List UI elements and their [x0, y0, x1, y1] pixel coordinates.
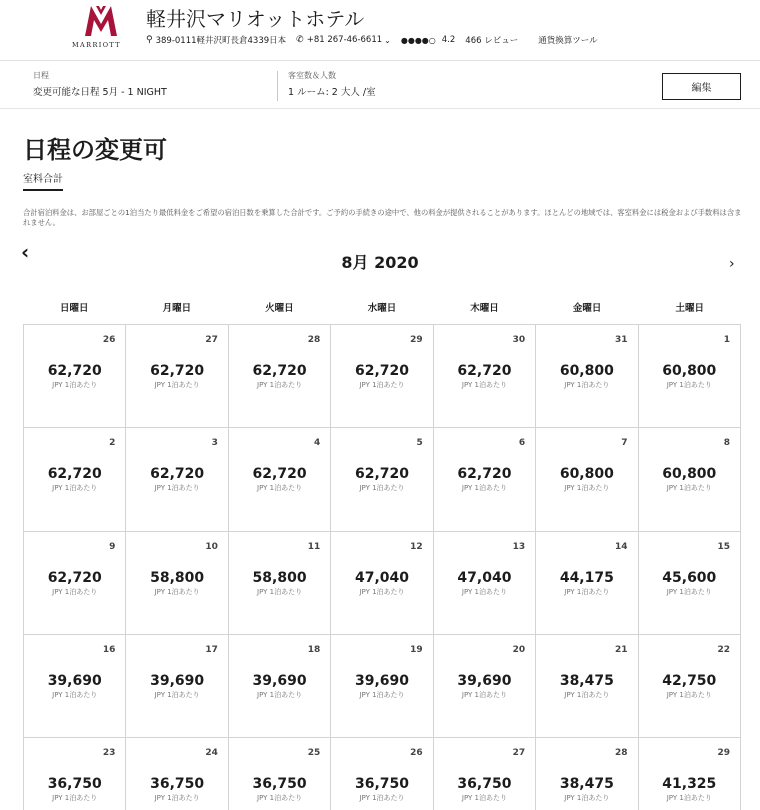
nightly-price: 62,720 [354, 363, 409, 379]
price-unit-label: JPY 1泊あたり [52, 690, 98, 699]
nightly-price: 62,720 [457, 363, 512, 379]
price-unit-label: JPY 1泊あたり [52, 794, 98, 803]
calendar-day-cell[interactable] [639, 325, 741, 428]
nightly-price: 58,800 [252, 569, 307, 586]
dates-value: 変更可能な日程 5月 - 1 NIGHT [33, 87, 167, 98]
price-unit-label: JPY 1泊あたり [257, 587, 303, 596]
calendar-day-cell[interactable] [536, 325, 638, 428]
calendar-day-cell[interactable] [434, 738, 536, 810]
day-number: 20 [512, 644, 526, 655]
location-pin-icon: ⚲ [146, 35, 153, 45]
calendar-day-cell[interactable] [126, 738, 228, 810]
price-unit-label: JPY 1泊あたり [359, 690, 405, 699]
price-unit-label: JPY 1泊あたり [564, 587, 610, 596]
price-unit-label: JPY 1泊あたり [461, 381, 507, 389]
calendar-day-cell[interactable] [126, 532, 228, 635]
nightly-price: 62,720 [47, 363, 102, 379]
nightly-price: 36,750 [47, 776, 102, 793]
price-unit-label: JPY 1泊あたり [154, 381, 200, 389]
nightly-price: 62,720 [252, 363, 307, 379]
day-number: 9 [109, 541, 116, 552]
price-unit-label: JPY 1泊あたり [461, 484, 507, 493]
price-unit-label: JPY 1泊あたり [257, 690, 303, 699]
nightly-price: 62,720 [150, 363, 205, 379]
phone-icon: ✆ [296, 35, 304, 45]
weekday-header [23, 300, 741, 314]
guests-value: 1 ルーム: 2 大人 /室 [288, 87, 376, 98]
day-number: 5 [416, 438, 423, 449]
pricing-disclaimer: 合計宿泊料金は、お部屋ごとの1泊当たり最低料金をご希望の宿泊日数を乗算した合計です。ご予約の手続きの途中で、他の料金が提供されることがあります。ほとんどの地域では、客室料金には税金および手数料は含まれません。 [23, 208, 742, 227]
calendar-day-cell[interactable] [229, 325, 331, 428]
calendar-month-title: 8月 2020 [341, 253, 419, 272]
nightly-price: 47,040 [354, 569, 409, 586]
price-unit-label: JPY 1泊あたり [564, 794, 610, 803]
nightly-price: 44,175 [559, 569, 614, 586]
nightly-price: 60,800 [559, 466, 614, 483]
price-unit-label: JPY 1泊あたり [461, 587, 507, 596]
calendar-day-cell[interactable] [434, 532, 536, 635]
calendar-day-cell[interactable] [331, 738, 433, 810]
day-number: 10 [205, 541, 218, 552]
nightly-price: 58,800 [150, 569, 205, 586]
calendar-day-cell[interactable] [639, 532, 741, 635]
nightly-price: 36,750 [150, 776, 205, 793]
calendar-day-cell[interactable] [229, 635, 331, 738]
day-number: 28 [615, 748, 628, 759]
nightly-price: 39,690 [354, 672, 409, 689]
calendar-day-cell[interactable] [536, 738, 638, 810]
nightly-price: 62,720 [354, 466, 409, 483]
day-number: 29 [717, 748, 730, 759]
nightly-price: 62,720 [47, 466, 102, 483]
calendar-day-cell[interactable] [24, 532, 126, 635]
day-number: 13 [512, 541, 526, 552]
nightly-price: 36,750 [457, 776, 512, 793]
calendar-day-cell[interactable] [126, 635, 228, 738]
day-number: 18 [307, 644, 321, 655]
nightly-price: 39,690 [252, 672, 307, 689]
review-count-link[interactable]: 466 レビュー [465, 36, 519, 46]
guests-summary[interactable] [288, 70, 376, 98]
calendar-day-cell[interactable] [229, 532, 331, 635]
calendar-day-cell[interactable] [536, 635, 638, 738]
price-unit-label: JPY 1泊あたり [257, 794, 303, 803]
day-number: 19 [410, 644, 423, 655]
hotel-phone[interactable]: +81 267-46-6611 [306, 35, 383, 45]
hotel-header [0, 0, 760, 60]
calendar-day-cell[interactable] [331, 428, 433, 531]
day-number: 6 [518, 438, 526, 449]
price-unit-label: JPY 1泊あたり [359, 484, 405, 493]
price-unit-label: JPY 1泊あたり [359, 794, 405, 803]
calendar-day-cell[interactable] [24, 738, 126, 810]
nightly-price: 39,690 [150, 672, 205, 689]
nightly-price: 62,720 [47, 569, 102, 586]
nightly-price: 38,475 [559, 776, 614, 793]
price-unit-label: JPY 1泊あたり [666, 794, 712, 803]
nightly-price: 60,800 [662, 466, 717, 483]
nightly-price: 60,800 [662, 363, 717, 379]
weekday-label: 土曜日 [675, 303, 704, 314]
price-unit-label: JPY 1泊あたり [564, 690, 610, 699]
weekday-label: 日曜日 [60, 303, 89, 314]
weekday-label: 月曜日 [162, 303, 192, 314]
price-unit-label: JPY 1泊あたり [154, 794, 200, 803]
nightly-price: 41,325 [662, 776, 717, 793]
day-number: 16 [102, 644, 116, 655]
price-unit-label: JPY 1泊あたり [52, 381, 98, 389]
day-number: 26 [102, 335, 116, 345]
price-unit-label: JPY 1泊あたり [461, 794, 507, 803]
nightly-price: 36,750 [354, 776, 409, 793]
calendar-day-cell[interactable] [229, 738, 331, 810]
day-number: 27 [205, 335, 218, 345]
day-number: 23 [102, 748, 116, 759]
guests-label: 客室数＆人数 [288, 71, 336, 80]
nightly-price: 36,750 [252, 776, 307, 793]
day-number: 14 [615, 541, 628, 552]
rating-dots: ●●●●○ [400, 35, 436, 45]
calendar-day-cell[interactable] [639, 428, 741, 531]
calendar-day-cell[interactable] [536, 428, 638, 531]
search-divider [0, 108, 760, 109]
day-number: 8 [723, 438, 730, 449]
nightly-price: 38,475 [559, 672, 614, 689]
currency-converter-link[interactable]: 通貨換算ツール [538, 36, 598, 46]
day-number: 1 [723, 335, 730, 345]
day-number: 22 [717, 644, 730, 655]
day-number: 12 [410, 541, 423, 552]
day-number: 24 [205, 748, 218, 759]
day-number: 28 [307, 335, 321, 345]
calendar-day-cell[interactable] [639, 738, 741, 810]
price-unit-label: JPY 1泊あたり [564, 484, 610, 493]
tab-total-room-rate[interactable]: 室料合計 [23, 170, 63, 191]
nightly-price: 39,690 [457, 672, 512, 689]
price-unit-label: JPY 1泊あたり [154, 484, 200, 493]
day-number: 25 [307, 748, 321, 759]
price-unit-label: JPY 1泊あたり [666, 381, 712, 389]
price-unit-label: JPY 1泊あたり [461, 690, 507, 699]
weekday-label: 木曜日 [470, 303, 499, 314]
day-number: 3 [211, 438, 218, 449]
calendar-day-cell[interactable] [24, 325, 126, 428]
price-unit-label: JPY 1泊あたり [564, 381, 610, 389]
day-number: 30 [512, 335, 526, 345]
chevron-down-icon[interactable]: ⌄ [384, 35, 391, 45]
hotel-meta [146, 34, 598, 46]
calendar-day-cell[interactable] [126, 325, 228, 428]
price-unit-label: JPY 1泊あたり [666, 690, 712, 699]
search-summary-bar [0, 61, 760, 108]
day-number: 7 [621, 438, 628, 449]
day-number: 4 [314, 438, 321, 449]
calendar-day-cell[interactable] [434, 635, 536, 738]
day-number: 27 [512, 748, 526, 759]
dates-label: 日程 [33, 71, 49, 80]
calendar-day-cell[interactable] [229, 428, 331, 531]
day-number: 2 [109, 438, 116, 449]
calendar-day-cell[interactable] [24, 635, 126, 738]
nightly-price: 62,720 [252, 466, 307, 483]
edit-button[interactable]: 編集 [662, 73, 741, 100]
weekday-label: 金曜日 [572, 303, 602, 314]
previous-month-chevron-left-icon[interactable]: ‹ [21, 240, 30, 264]
nightly-price: 47,040 [457, 569, 512, 586]
calendar-day-cell[interactable] [331, 325, 433, 428]
day-number: 17 [205, 644, 218, 655]
calendar-day-cell[interactable] [536, 532, 638, 635]
price-unit-label: JPY 1泊あたり [257, 381, 303, 389]
hotel-name[interactable]: 軽井沢マリオットホテル [146, 7, 365, 31]
price-unit-label: JPY 1泊あたり [154, 587, 200, 596]
calendar-day-cell[interactable] [639, 635, 741, 738]
nightly-price: 60,800 [559, 363, 614, 379]
calendar-day-cell[interactable] [24, 428, 126, 531]
price-unit-label: JPY 1泊あたり [666, 484, 712, 493]
calendar-day-cell[interactable] [331, 635, 433, 738]
nightly-price: 45,600 [662, 569, 717, 586]
nightly-price: 62,720 [150, 466, 205, 483]
marriott-m-icon [82, 2, 120, 38]
rating-value: 4.2 [441, 35, 456, 45]
summary-divider [277, 71, 278, 101]
weekday-label: 火曜日 [265, 303, 294, 314]
calendar-day-cell[interactable] [434, 325, 536, 428]
calendar-day-cell[interactable] [434, 428, 536, 531]
calendar-day-cell[interactable] [331, 532, 433, 635]
logo-wordmark: MARRIOTT [72, 41, 122, 49]
nightly-price: 62,720 [457, 466, 512, 483]
price-unit-label: JPY 1泊あたり [154, 690, 200, 699]
nightly-price: 39,690 [47, 672, 102, 689]
price-unit-label: JPY 1泊あたり [359, 587, 405, 596]
price-unit-label: JPY 1泊あたり [52, 587, 98, 596]
dates-summary[interactable] [33, 70, 167, 98]
page-title: 日程の変更可 [23, 136, 167, 164]
price-unit-label: JPY 1泊あたり [52, 484, 98, 493]
day-number: 11 [307, 541, 321, 552]
price-unit-label: JPY 1泊あたり [666, 587, 712, 596]
marriott-logo[interactable] [70, 2, 132, 50]
calendar-day-cell[interactable] [126, 428, 228, 531]
hotel-address[interactable]: 389-0111軽井沢町長倉4339日本 [155, 36, 287, 46]
price-unit-label: JPY 1泊あたり [257, 484, 303, 493]
day-number: 15 [717, 541, 730, 552]
weekday-label: 水曜日 [367, 303, 397, 314]
nightly-price: 42,750 [662, 672, 717, 689]
next-month-chevron-right-icon[interactable]: › [729, 256, 735, 272]
day-number: 31 [615, 335, 628, 345]
day-number: 29 [410, 335, 423, 345]
day-number: 26 [410, 748, 423, 759]
day-number: 21 [615, 644, 628, 655]
calendar-grid [23, 324, 741, 810]
price-unit-label: JPY 1泊あたり [359, 381, 405, 389]
